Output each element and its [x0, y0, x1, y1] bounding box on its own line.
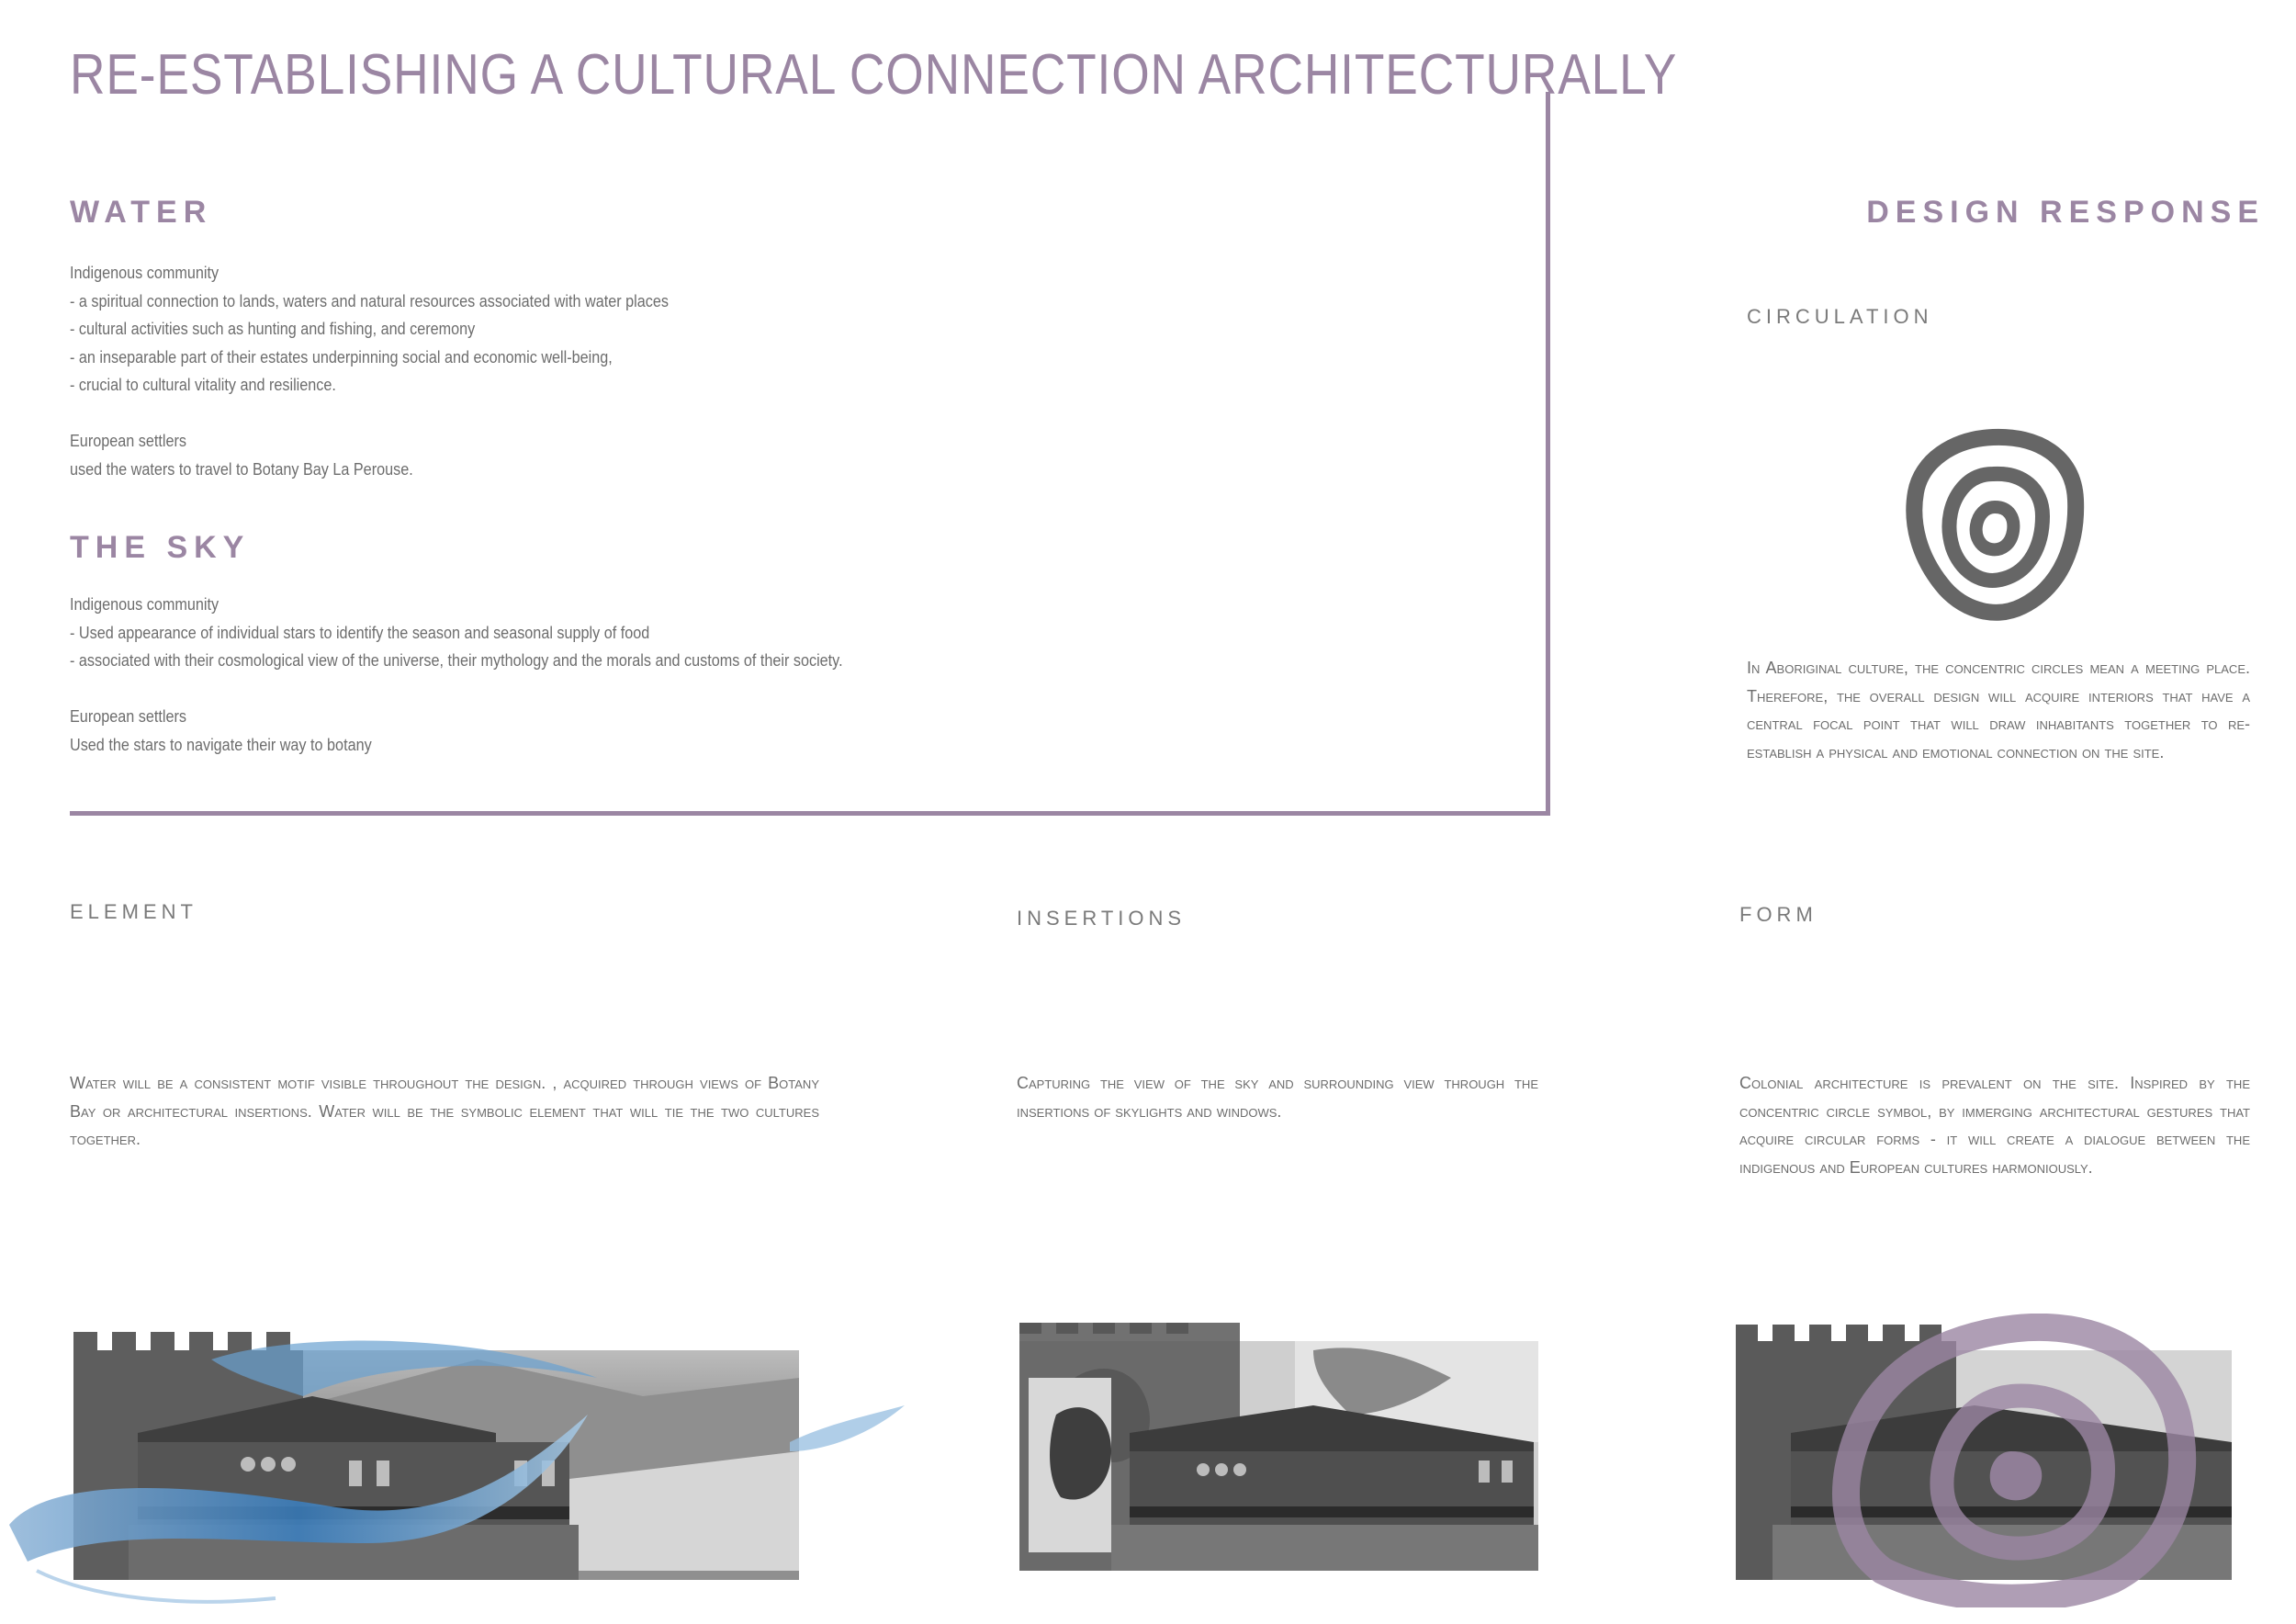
circulation-text: In Aboriginal culture, the concentric circles mean a meeting place. Therefore, the overall design will acquire interiors that have a central focal point that will draw inhabitants together to re-establish a physical and emotional connection on the site. — [1747, 659, 2250, 761]
water-line: - a spiritual connection to lands, waters and natural resources associated with water places — [70, 291, 669, 310]
insertions-label: INSERTIONS — [1017, 907, 1187, 930]
page-title: RE-ESTABLISHING A CULTURAL CONNECTION ARCHITECTURALLY — [70, 43, 1678, 107]
element-label: ELEMENT — [70, 900, 197, 923]
concentric-circles-icon — [1901, 423, 2085, 625]
sky-text — [70, 591, 929, 759]
water-line: used the waters to travel to Botany Bay La Perouse. — [70, 459, 413, 479]
form-text: Colonial architecture is prevalent on the site. Inspired by the concentric circle symbol, by immerging architectural gestures that acquire circular forms - it will create a dialogue between the indigenous and European cultures harmoniously. — [1739, 1074, 2250, 1177]
element-text: Water will be a consistent motif visible throughout the design. , acquired through views of Botany Bay or architectural insertions. Water will be the symbolic element that will tie the two cultures together. — [70, 1074, 819, 1148]
sky-heading: THE SKY — [70, 530, 251, 565]
water-line: European settlers — [70, 432, 186, 450]
circulation-label: CIRCULATION — [1747, 305, 1933, 328]
water-line: - crucial to cultural vitality and resilience. — [70, 376, 336, 394]
design-response-heading: DESIGN RESPONSE — [1866, 195, 2265, 230]
sky-line: - Used appearance of individual stars to identify the season and seasonal supply of food — [70, 623, 650, 642]
water-collage-image — [0, 1295, 918, 1607]
form-label: FORM — [1739, 903, 1818, 926]
form-collage-image — [1736, 1314, 2250, 1607]
sky-line: Used the stars to navigate their way to botany — [70, 735, 372, 754]
insertions-collage-image — [1019, 1323, 1538, 1571]
water-line: - cultural activities such as hunting and fishing, and ceremony — [70, 320, 476, 338]
water-line: - an inseparable part of their estates underpinning social and economic well-being, — [70, 347, 613, 367]
water-text — [70, 259, 735, 483]
water-heading: WATER — [70, 195, 213, 230]
sky-line: European settlers — [70, 707, 186, 726]
sky-line: - associated with their cosmological view of the universe, their mythology and the morals and customs of their society. — [70, 651, 843, 670]
sky-line-spacer — [70, 675, 843, 704]
sky-line: Indigenous community — [70, 595, 219, 614]
insertions-text: Capturing the view of the sky and surrounding view through the insertions of skylights and windows. — [1017, 1074, 1538, 1121]
water-line: Indigenous community — [70, 264, 219, 282]
water-line-spacer — [70, 400, 669, 428]
